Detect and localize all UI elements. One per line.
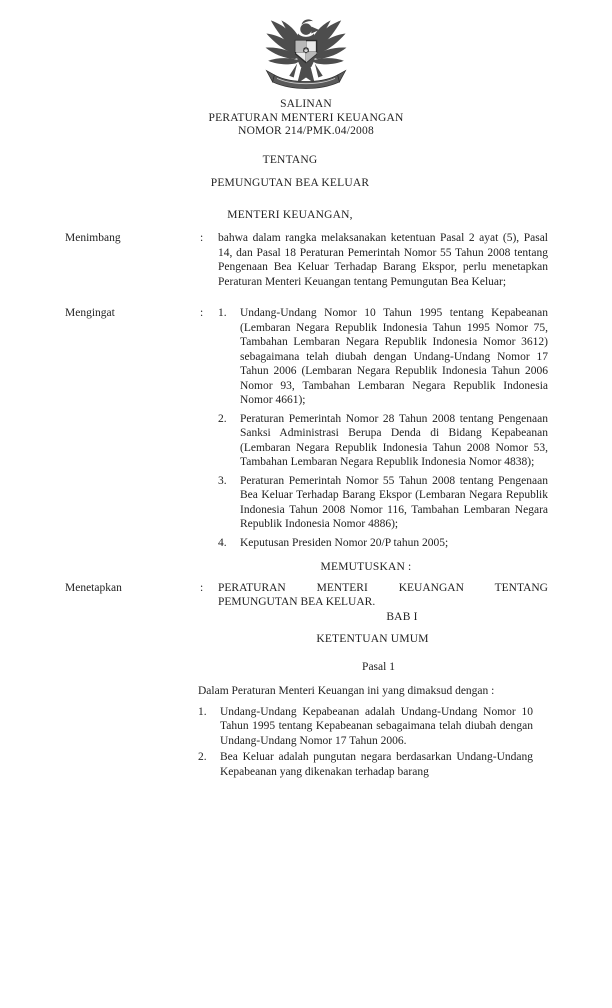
considering-label: Menimbang: [65, 232, 121, 244]
article-intro: Dalam Peraturan Menteri Keuangan ini yang dimaksud dengan :: [198, 685, 495, 697]
definition-item: [198, 705, 533, 749]
list-number: 3.: [218, 474, 227, 487]
establishes-text: [218, 581, 548, 625]
considering-colon: :: [200, 232, 204, 244]
establishes-section: [0, 581, 612, 625]
list-number: 1.: [198, 705, 207, 718]
establishes-label: Menetapkan: [65, 581, 122, 594]
legal-basis-section: [0, 306, 612, 550]
chapter-title: KETENTUAN UMUM: [316, 633, 429, 645]
list-item-text: Undang-Undang Nomor 10 Tahun 1995 tentang Kepabeanan (Lembaran Negara Republik Indonesia Tahun 1995 Nomor 75, Tambahan Lembaran Negara Republik Indonesia Nomor 3612) sebagaimana telah diubah dengan Undang-Undang Nomor 17 Tahun 2006 (Lembaran Negara Republik Indonesia Tahun 2006 Nomor 93, Tambahan Lembaran Negara Republik Indonesia Nomor 4661);: [240, 307, 548, 406]
chapter-body: [198, 632, 533, 779]
legal-basis-item: [218, 306, 548, 408]
document-number: NOMOR 214/PMK.04/2008: [238, 125, 374, 137]
list-number: 1.: [218, 307, 227, 319]
legal-basis-item: [218, 536, 548, 551]
legal-basis-label: Mengingat: [65, 307, 115, 319]
decides-block: [0, 560, 612, 575]
document-title: PERATURAN MENTERI KEUANGAN: [208, 111, 404, 124]
copy-label: SALINAN: [280, 98, 332, 110]
issuer-heading: MENTERI KEUANGAN,: [227, 208, 353, 221]
legal-basis-list: [218, 306, 548, 550]
garuda-pancasila-emblem: [262, 8, 350, 96]
document-header: [0, 98, 612, 139]
list-item-text: Bea Keluar adalah pungutan negara berdasarkan Undang-Undang Kepabeanan yang dikenakan terhadap barang: [220, 751, 533, 778]
list-number: 2.: [198, 751, 207, 763]
chapter-heading: BAB I: [386, 610, 418, 623]
about-label: TENTANG: [262, 153, 318, 166]
considering-section: [0, 231, 612, 289]
legal-basis-colon: :: [200, 307, 204, 319]
subject-title: PEMUNGUTAN BEA KELUAR: [210, 177, 370, 189]
article-heading: Pasal 1: [362, 660, 395, 673]
list-number: 4.: [218, 536, 227, 549]
definitions-list: [198, 705, 533, 780]
considering-text: bahwa dalam rangka melaksanakan ketentuan Pasal 2 ayat (5), Pasal 14, dan Pasal 18 Peraturan Pemerintah Nomor 55 Tahun 2008 tentang Pengenaan Bea Keluar Terhadap Barang Ekspor, perlu menetapkan Peraturan Menteri Keuangan tentang Pemungutan Bea Keluar;: [218, 232, 548, 288]
emblem-container: [262, 8, 350, 96]
establishes-text-line1: PERATURAN MENTERI KEUANGAN TENTANG: [218, 581, 548, 594]
establishes-text-line2: PEMUNGUTAN BEA KELUAR.: [218, 596, 376, 608]
list-item-text: Keputusan Presiden Nomor 20/P tahun 2005;: [240, 536, 449, 549]
list-number: 2.: [218, 412, 227, 425]
definition-item: [198, 750, 533, 779]
list-item-text: Peraturan Pemerintah Nomor 55 Tahun 2008 tentang Pengenaan Bea Keluar Terhadap Barang Ekspor (Lembaran Negara Republik Indonesia Tahun 2008 Nomor 116, Tambahan Lembaran Negara Republik Indonesia Nomor 4886);: [240, 474, 548, 530]
legal-basis-item: [218, 412, 548, 470]
list-item-text: Peraturan Pemerintah Nomor 28 Tahun 2008 tentang Pengenaan Sanksi Administrasi Berupa Denda di Bidang Kepabeanan (Lembaran Negara Republik Indonesia Tahun 2008 Nomor 53, Tambahan Lembaran Negara Republik Indonesia Nomor 4838);: [240, 412, 548, 468]
decides-heading: MEMUTUSKAN :: [320, 561, 412, 573]
list-item-text: Undang-Undang Kepabeanan adalah Undang-Undang Nomor 10 Tahun 1995 tentang Kepabeanan sebagaimana telah diubah dengan Undang-Undang Nomor 17 Tahun 2006.: [220, 705, 533, 747]
establishes-colon: :: [200, 581, 204, 594]
legal-basis-item: [218, 474, 548, 532]
